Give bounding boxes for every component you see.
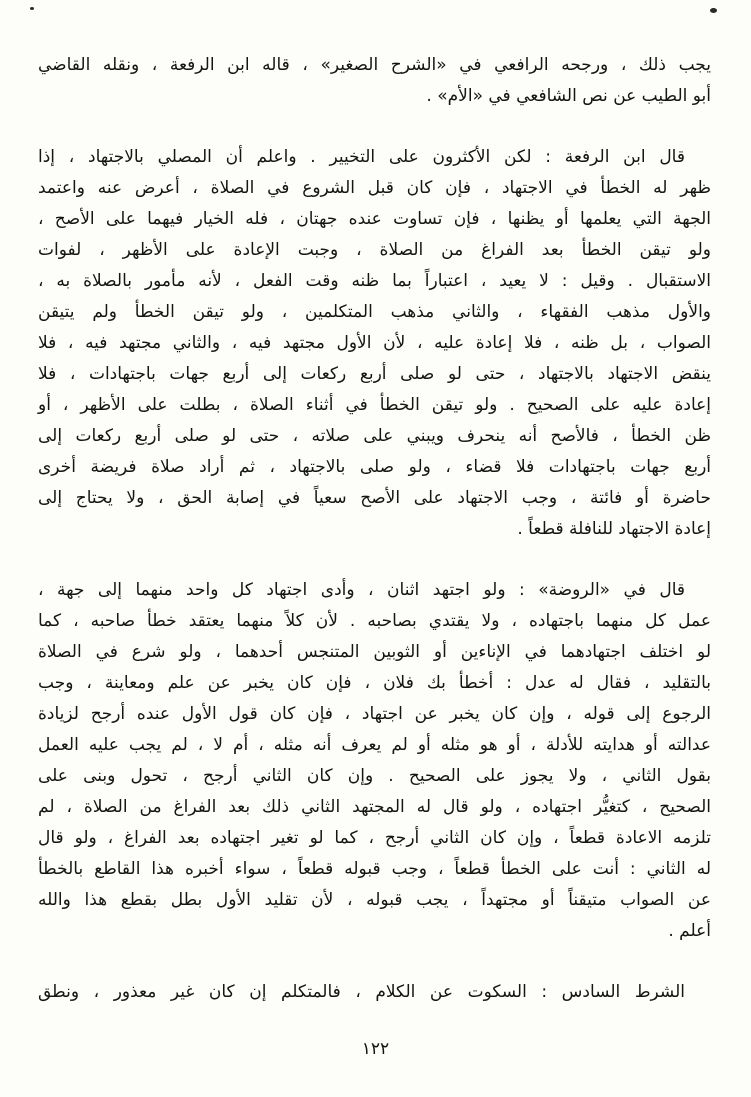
text-line: والأول مذهب الفقهاء ، والثاني مذهب المتكلمين ، ولو تيقن الخطأ ولم يتيقن (38, 302, 711, 322)
text-line: بالتقليد ، فقال له عدل : أخطأ بك فلان ، فإن كان يخبر عن علم ومعاينة ، وجب (38, 673, 711, 693)
paragraph (38, 50, 711, 112)
body-text (38, 50, 711, 1008)
text-line: إعادة الاجتهاد للنافلة قطعاً . (517, 519, 711, 539)
text-line: أربع جهات باجتهادات فلا قضاء ، ولو صلى بالاجتهاد ، ثم أراد صلاة فريضة أخرى (38, 457, 711, 477)
text-line: تلزمه الاعادة قطعاً ، وإن كان الثاني أرجح ، كما لو تغير اجتهاده بعد الفراغ ، ولو قال (38, 828, 711, 848)
text-line: الجهة التي يعلمها أو يظنها ، فإن تساوت عنده جهتان ، فله الخيار فيهما على الأصح ، (38, 209, 711, 229)
text-line: عدالته أو هدايته للأدلة ، أو هو مثله أو لم يعرف أنه مثله ، أم لا ، لم يجب عليه العمل (38, 735, 711, 755)
text-line: لو اختلف اجتهادهما في الإناءين أو الثوبين المتنجس أحدهما ، ولو شرع في الصلاة (38, 642, 711, 662)
ink-speck (30, 7, 34, 10)
text-line: قال ابن الرفعة : لكن الأكثرون على التخيير . واعلم أن المصلي بالاجتهاد ، إذا (38, 147, 685, 167)
text-line: أبو الطيب عن نص الشافعي في «الأم» . (426, 86, 711, 106)
text-line: الرجوع إلى قوله ، وإن كان يخبر عن اجتهاد ، فإن كان قول الأول عنده أرجح لزيادة (38, 704, 711, 724)
text-line: بقول الثاني ، ولا يجوز على الصحيح . وإن كان الثاني أرجح ، تحول وبنى على (38, 766, 711, 786)
paragraph (38, 977, 711, 1008)
text-line: ظن الخطأ ، فالأصح أنه ينحرف ويبني على صلاته ، حتى لو صلى أربع ركعات إلى (38, 426, 711, 446)
paragraph (38, 142, 711, 545)
text-line: إعادة عليه على الصحيح . ولو تيقن الخطأ في أثناء الصلاة ، بطلت على الأظهر ، أو (38, 395, 711, 415)
text-line: يجب ذلك ، ورجحه الرافعي في «الشرح الصغير» ، قاله ابن الرفعة ، ونقله القاضي (38, 55, 711, 75)
text-line: أعلم . (668, 921, 711, 941)
page-number: ١٢٢ (361, 1039, 390, 1059)
text-line: عمل كل منهما باجتهاده ، ولا يقتدي بصاحبه . لأن كلاً منهما يعتقد خطأ صاحبه ، كما (38, 611, 711, 631)
ink-speck (710, 8, 717, 13)
text-line: عن الصواب متيقناً أو مجتهداً ، يجب قبوله ، لأن تقليد الأول بطل بقطع هذا والله (38, 890, 711, 910)
paragraph (38, 575, 711, 947)
text-line: ولو تيقن الخطأ بعد الفراغ من الصلاة ، وجبت الإعادة على الأظهر ، لفوات (38, 240, 711, 260)
text-line: الاستقبال . وقيل : لا يعيد ، اعتباراً بما ظنه وقت الفعل ، لأنه مأمور بالصلاة به ، (38, 271, 711, 291)
text-line: الصواب ، بل ظنه ، فلا إعادة عليه ، لأن الأول مجتهد فيه ، والثاني مجتهد فيه ، فلا (38, 333, 711, 353)
text-line: ينقض الاجتهاد بالاجتهاد ، حتى لو صلى أربع ركعات إلى أربع جهات باجتهادات ، فلا (38, 364, 711, 384)
text-line: حاضرة أو فائتة ، وجب الاجتهاد على الأصح سعياً في إصابة الحق ، ولا يحتاج إلى (38, 488, 711, 508)
text-line: الصحيح ، كتغيُّر اجتهاده ، ولو قال له المجتهد الثاني ذلك بعد الفراغ من الصلاة ، لم (38, 797, 711, 817)
text-line: له الثاني : أنت على الخطأ قطعاً ، وجب قبوله قطعاً ، سواء أخبره هذا القاطع بالخطأ (38, 859, 711, 879)
text-line: الشرط السادس : السكوت عن الكلام ، فالمتكلم إن كان غير معذور ، ونطق (38, 982, 685, 1002)
text-line: قال في «الروضة» : ولو اجتهد اثنان ، وأدى اجتهاد كل واحد منهما إلى جهة ، (38, 580, 685, 600)
text-line: ظهر له الخطأ في الاجتهاد ، فإن كان قبل الشروع في الصلاة ، أعرض عنه واعتمد (38, 178, 711, 198)
